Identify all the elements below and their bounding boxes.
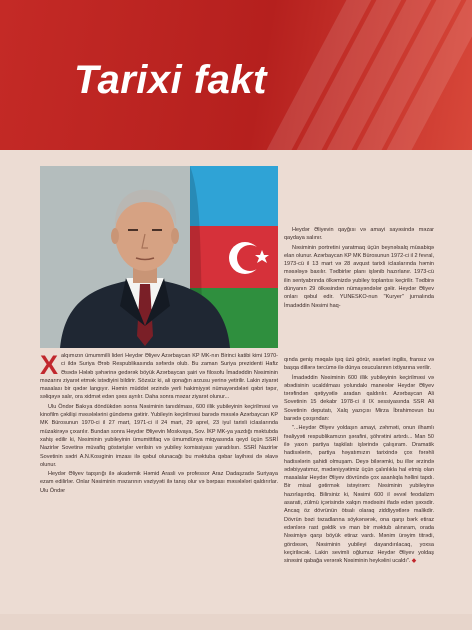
- paragraph: Heydər Əliyevin qayğısı və amayi sayəsində məzar qaydaya salınır.: [284, 227, 434, 242]
- header-banner: [0, 0, 472, 150]
- paragraph: İmadəddin Nəsiminin 600 illik yubileyinin keçirilməsi və əbədisinin ucaldılması yolundakı maneələr Heydər Əliyev tərəfindən qətiyyətlə aradan qaldırılır. Azərbaycan Ali Sovetinin 15 dekabr 1978-ci il IX sessiyasında SSR Ali Sovetinin deputatı, Xalq yazıçısı Mirza İbrahimovun bu barədə çıxışından:: [284, 374, 434, 423]
- right-column-top: [284, 226, 434, 311]
- paragraph: Ulu Öndər Bakıya döndükdən sonra Nəsiminin tanıdılması, 600 illik yubileyinin keçirilməsi və kinofilm çəkilişi məsələlərini gündəmə gətirir. Yubileyin keçirilməsi barədə məsələ Azərbaycan KP MK Bürosunun 1970-ci il 27 mart, 1971-ci il 24 mart, 29 aprel, 23 iyul tarixli iclaslarında müzakirəyə çıxarılır. Bundan sonra Heydər Əliyevin Moskvaya, Sov. İKP MK-ya yazdığı məktubda xahiş edilir ki, Nəsiminin yubileyinin ümumittifaq və ümumdünya miqyasında qeyd üçün SSRİ Nazirlər Sovetinə müvafiq göstərişlər verilsin və yubiley komissiyası yaradılsın. SSRİ Nazirlər Sovetinin sədri A.N.Kosıginin imzası ilə qəbul olunacağı bu məktuba qəbar layihəsi də əlavə olunur.: [40, 403, 278, 468]
- paragraph: Heydər Əliyev tapşırığı ilə akademik Həmid Arasli və professor Araz Dadaşzadə Suriyaya ezam edilirlər. Onlar Nəsiminin məzarının vəziyyəti ilə tanış olur və bərpası məsələləri qaldırırlar. Ulu Öndər: [40, 471, 278, 494]
- page-footer-band: [0, 614, 472, 630]
- right-column: [284, 356, 434, 566]
- portrait-figure: [40, 166, 278, 348]
- paragraph: Nəsiminin portretini yaratmaq üçün beynəlxalq müsabiqə elan olunur. Azərbaycan KP MK Bürosunun 1972-ci il 2 fevral, 1973-cü il 13 mart və 28 avqust tarixli iclaslarında həmin məsələyə baxılır. Tədbirlər planı işlənib hazırlanır. 1973-cü ilin sentyabrında ölkəmizdə yubiley toplantısı keçirilir. Tədbirə dünyanın 29 ölkəsindən nümayəndələr gəlir. Heydər Əliyev onları qəbul edir. YUNESKO-nun "Kuryer" jurnalında İmadəddin Nəsimi haq-: [284, 244, 435, 309]
- quote-paragraph: "...Heydər Əliyev yoldaşın amayi, zəhməti, onun ilhamlı fəaliyyəti respublikamızın şərafini, şöhrətini artırdı... Man 50 ilə yaxın partiya taşkilatı işlərində çalışıram. Dramatik hadisələrin, partiya həyatımızın tarixində çox fərəhli hadisələrin şahidi olmuşam. Deyə bilərəmki, bu illər ərzində ədəbiyyatımız, mədəniyyətimiz üçün çalınlıkla hal etmiş olan masalalar Heydər Əliyev dövründə çox asanlıqla həllini tapdı. Bir misal gətirmək istəyirəm: Nəsiminin yubileyinə hazırlaşırdıq. Bilirsiniz ki, Nəsimi 600 il əvvəl feodalizm asarati, zülmü içərisində xalqın mədəsini ifadə edən şəxsdir. Ancaq öz dövrünün ötsalı olaraq ziddiyyətlərə malikdir. Dövrün bəzi təzadlarına söykənərək, ona qarşı bərk etiraz edənlərə rast gəldik və man bir məktub alınıram, orada Nəsimiyə qarşı böyük etiraz vardı. Mənim ürəyim titrədi, gördəsən, Nəsiminin yubileyi dayandırılacaq, yoxsa keçiriləcək. Lakin sevimli oğlumuz Heydər Əliyev yoldaş sinəsini qabağa verərək Nəsiminin heykəlini ucaldı".: [284, 425, 434, 565]
- paragraph: alqımızın ümummilli lideri Heydər Əliyev Azərbaycan KP MK-nın Birinci katibi kimi 1970-ci ildə Suriya Ərəb Respublikasında səfərdə olub. Bu zaman Suriya prezidenti Hafiz Əsədə Hələb şəhərinə gedərək böyük Azərbaycan şairi və filosofu İmadəddin Nəsiminin məzarını ziyarət etmək istədiyini bildirir. Sözsüz ki, ali qonağın arzusu yerinə yetirilir. Lakin ziyarət masalası bir qədər langıyır. Həmin müddət ərzində yerli hakimiyyət nümayəndələri qəbri təpır, səliqəyə salır, ora xidmət edən şəxs ayrılır. Daha sonra məzar ziyarət olunur...: [40, 353, 278, 401]
- page-title: Tarixi fakt: [74, 58, 267, 102]
- portrait-photo: [40, 166, 278, 348]
- dropcap: X: [40, 350, 59, 380]
- left-column: [40, 352, 278, 496]
- paragraph: qında geniş məqalə işıq üzü görür, əsərləri ingilis, fransız və başqa dillərə tərcümə ilə dünya oxucularının ixtiyarına verilir.: [284, 357, 434, 372]
- end-mark-icon: ◆: [411, 558, 417, 565]
